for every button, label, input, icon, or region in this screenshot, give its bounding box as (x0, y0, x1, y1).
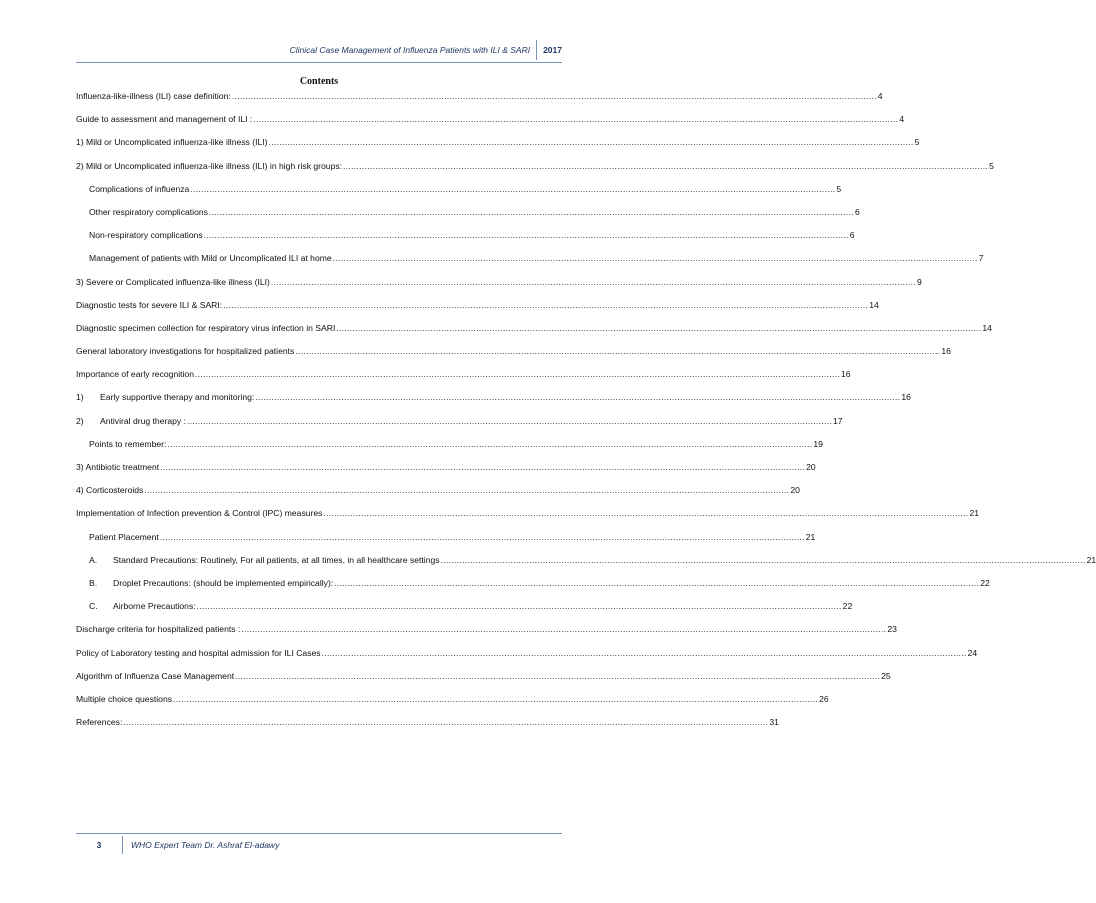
toc-entry-title: 3) Antibiotic treatment (76, 462, 160, 472)
toc-entry-page: 24 (967, 647, 978, 658)
toc-entry-page: 16 (901, 392, 911, 403)
toc-entry-page: 22 (842, 601, 853, 612)
toc-entry-title: 3) Severe or Complicated influenza-like illness (ILI) (76, 276, 270, 287)
toc-entry-page: 17 (833, 415, 843, 426)
toc-entry[interactable] (76, 206, 860, 229)
toc-entry[interactable] (76, 229, 855, 252)
toc-entry[interactable] (76, 252, 984, 275)
dot-leader (295, 345, 940, 357)
dot-leader (187, 415, 832, 427)
toc-entry-title: Antiviral drug therapy : (100, 415, 186, 426)
header-year: 2017 (543, 45, 562, 55)
toc-entry-title: Complications of influenza (89, 183, 190, 194)
toc-entry-page: 5 (914, 137, 920, 148)
toc-entry-title: General laboratory investigations for hospitalized patients (76, 346, 295, 357)
toc-entry-page: 16 (841, 369, 851, 380)
dot-leader (271, 276, 916, 288)
dot-leader (336, 322, 981, 334)
toc-entry-page: 22 (980, 577, 990, 588)
dot-leader (209, 206, 854, 218)
toc-entry[interactable] (76, 623, 897, 646)
toc-entry-title: Airborne Precautions: (113, 601, 196, 612)
dot-leader (173, 693, 818, 705)
page-footer (76, 836, 279, 854)
dot-leader (334, 577, 979, 589)
toc-entry-page: 25 (881, 670, 891, 681)
toc-entry-page: 19 (813, 438, 823, 449)
toc-entry[interactable] (76, 554, 1096, 577)
toc-entry[interactable] (76, 368, 851, 391)
toc-entry[interactable] (76, 183, 842, 206)
header-divider (536, 40, 537, 60)
toc-entry-page: 6 (854, 206, 860, 217)
toc-entry-page: 23 (887, 624, 897, 635)
toc-entry[interactable] (76, 647, 978, 670)
toc-entry-title: Multiple choice questions (76, 693, 173, 704)
dot-leader (123, 716, 768, 728)
toc-entry-page: 6 (849, 230, 855, 241)
toc-title: Contents (299, 76, 339, 87)
toc-entry-page: 20 (790, 485, 800, 496)
toc-entry-title: References: (76, 717, 123, 728)
toc-entry-page: 4 (899, 114, 905, 125)
footer-rule (76, 833, 562, 834)
toc-entry-title: Early supportive therapy and monitoring: (100, 392, 255, 403)
dot-leader (223, 299, 868, 311)
toc-entry[interactable] (76, 461, 816, 484)
toc-entry-title: Standard Precautions: Routinely, For all patients, at all times, in all healthcare settings (113, 554, 440, 565)
toc-entry[interactable] (76, 136, 920, 159)
toc-entry-title: Discharge criteria for hospitalized patients : (76, 624, 241, 635)
page-header (76, 40, 562, 60)
toc-entry[interactable] (76, 322, 992, 345)
toc-entry-page: 14 (869, 299, 879, 310)
toc-entry[interactable] (76, 438, 823, 461)
footer-text: WHO Expert Team Dr. Ashraf El-adawy (131, 840, 280, 850)
toc-entry-number: 2) (76, 415, 84, 426)
toc-entry[interactable] (76, 600, 853, 623)
toc-entry-page: 20 (806, 462, 816, 472)
toc-entry[interactable] (76, 484, 800, 507)
toc-entry[interactable] (76, 716, 779, 739)
toc-entry-page: 21 (1086, 554, 1096, 565)
toc-entry-page: 5 (989, 160, 994, 171)
toc-entry[interactable] (76, 276, 922, 299)
toc-entry-page: 5 (836, 183, 842, 194)
toc-entry-title: Importance of early recognition (76, 369, 194, 380)
toc-entry[interactable] (76, 345, 951, 368)
toc-entry-title: Points to remember: (89, 438, 167, 449)
toc-entry-page: 31 (769, 717, 779, 728)
toc-entry[interactable] (76, 507, 980, 530)
toc-entry-title: 2) Mild or Uncomplicated influenza-like illness (ILI) in high risk groups: (76, 160, 343, 171)
dot-leader (235, 670, 880, 682)
toc-entry[interactable] (76, 693, 829, 716)
toc-entry-title: 1) Mild or Uncomplicated influenza-like illness (ILI) (76, 137, 268, 148)
toc-entry-title: Implementation of Infection prevention & Control (IPC) measures (76, 508, 323, 519)
toc-entry-page: 14 (982, 322, 992, 333)
toc-entry-title: Diagnostic specimen collection for respiratory virus infection in SARI (76, 322, 336, 333)
toc-entry-number: C. (89, 601, 98, 612)
dot-leader (333, 252, 978, 264)
dot-leader (343, 160, 988, 172)
table-of-contents (76, 90, 1096, 739)
toc-entry[interactable] (76, 391, 911, 414)
toc-entry-title: Policy of Laboratory testing and hospital admission for ILI Cases (76, 647, 321, 658)
toc-entry-title: Non-respiratory complications (89, 230, 203, 241)
dot-leader (253, 113, 898, 125)
dot-leader (167, 438, 812, 450)
toc-entry-page: 16 (941, 346, 951, 357)
toc-entry-page: 4 (877, 91, 883, 101)
dot-leader (197, 600, 842, 612)
dot-leader (323, 507, 968, 519)
toc-entry[interactable] (76, 160, 994, 183)
dot-leader (204, 229, 849, 241)
toc-entry-page: 21 (969, 508, 980, 519)
toc-entry-number: A. (89, 554, 98, 565)
toc-entry[interactable] (76, 299, 879, 322)
toc-entry[interactable] (76, 113, 905, 136)
dot-leader (322, 647, 967, 659)
header-rule (76, 62, 562, 63)
dot-leader (232, 90, 877, 102)
dot-leader (195, 368, 840, 380)
dot-leader (190, 183, 835, 195)
toc-entry-title: Diagnostic tests for severe ILI & SARI: (76, 299, 223, 310)
dot-leader (144, 484, 789, 496)
dot-leader (255, 391, 900, 403)
toc-entry-title: Algorithm of Influenza Case Management (76, 670, 235, 681)
toc-entry-page: 7 (978, 253, 984, 264)
header-title: Clinical Case Management of Influenza Patients with ILI & SARI (289, 45, 531, 55)
toc-entry-title: Droplet Precautions: (should be implemented empirically): (113, 577, 334, 588)
toc-entry-number: 1) (76, 392, 84, 403)
toc-entry-number: B. (89, 577, 98, 588)
toc-entry-title: Guide to assessment and management of ILI : (76, 114, 253, 125)
dot-leader (160, 531, 805, 543)
toc-entry[interactable] (76, 415, 843, 438)
footer-divider (122, 836, 123, 854)
footer-page-number: 3 (96, 840, 102, 850)
toc-entry-title: Management of patients with Mild or Uncomplicated ILI at home (89, 253, 332, 264)
toc-entry[interactable] (76, 90, 883, 113)
dot-leader (241, 623, 886, 635)
toc-entry-page: 26 (819, 693, 829, 704)
toc-entry[interactable] (76, 670, 891, 693)
dot-leader (269, 136, 914, 148)
toc-entry-page: 21 (805, 531, 816, 542)
dot-leader (160, 461, 805, 473)
dot-leader (441, 554, 1086, 566)
toc-entry-page: 9 (916, 276, 922, 287)
toc-entry-title: Influenza-like-illness (ILI) case definition: (76, 91, 231, 101)
toc-entry-title: Other respiratory complications (89, 206, 208, 217)
toc-entry[interactable] (76, 577, 990, 600)
toc-entry-title: 4) Corticosteroids (76, 485, 144, 496)
toc-entry[interactable] (76, 531, 816, 554)
toc-entry-title: Patient Placement (89, 531, 159, 542)
